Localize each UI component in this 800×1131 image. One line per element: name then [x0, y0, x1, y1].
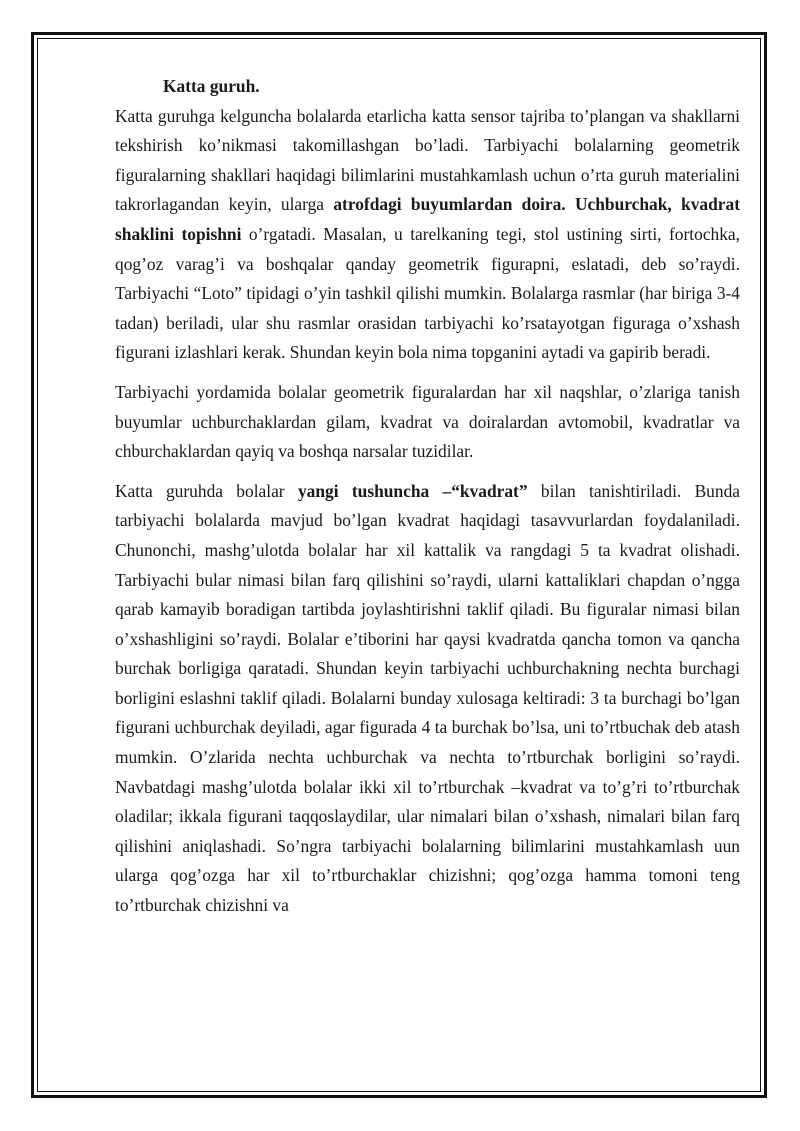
paragraph-3-text-end: bilan tanishtiriladi. Bunda tarbiyachi bolalarda mavjud bo’lgan kvadrat haqidagi tasavvurlardan foydalaniladi. Chunonchi, mashg’ulotda bolalar har xil kattalik va rangdagi 5 ta kvadrat olishadi. Tarbiyachi bular nimasi bilan farq qilishini so’raydi, ularni kattaliklari chapdan o’ngga qarab kamayib boradigan tartibda joylashtirishni taklif qiladi. Bu figuralar nimasi bilan o’xshashligini so’raydi. Bolalar e’tiborini har qaysi kvadratda qancha tomon va qancha burchak borligiga qaratadi. Shundan keyin tarbiyachi uchburchakning nechta burchagi borligini eslashni taklif qiladi. Bolalarni bunday xulosaga keltiradi: 3 ta burchagi bo’lgan figurani uchburchak deyiladi, agar figurada 4 ta burchak bo’lsa, uni to’rtbuchak deb atash mumkin. O’zlarida nechta uchburchak va nechta to’rtburchak borligini so’raydi. Navbatdagi mashg’ulotda bolalar ikki xil to’rtburchak –kvadrat va to’g’ri to’rtburchak oladilar; ikkala figurani taqqoslaydilar, ular nimalari bilan o’xshash, nimalari bilan farq qilishini aniqlashadi. So’ngra tarbiyachi bolalarning bilimlarini mustahkamlash uun ularga qog’ozga har xil to’rtburchaklar chizishni; qog’ozga hamma tomoni teng to’rtburchak chizishni va	[115, 480, 740, 916]
paragraph-2: Tarbiyachi yordamida bolalar geometrik figuralardan har xil naqshlar, o’zlariga tanish buyumlar uchburchaklardan gilam, kvadrat va doiralardan avtomobil, kvadratlar va chburchaklardan qayiq va boshqa narsalar tuzidilar.	[115, 381, 740, 462]
paragraph-3-text-start: Katta guruhda bolalar	[115, 480, 298, 501]
section-heading: Katta guruh.	[163, 76, 260, 96]
document-body	[115, 72, 740, 921]
paragraph-1-text-end: o’rgatadi. Masalan, u tarelkaning tegi, stol ustining sirti, fortochka, qog’oz varag’i va boshqalar qanday geometrik figurapni, eslatadi, deb so’raydi. Tarbiyachi “Loto” tipidagi o’yin tashkil qilishi mumkin. Bolalarga rasmlar (har biriga 3-4 tadan) beriladi, ular shu rasmlar orasidan tarbiyachi ko’rsatayotgan figuraga o’xshash figurani izlashlari kerak. Shundan keyin bola nima topganini aytadi va gapirib beradi.	[115, 223, 740, 363]
paragraph-3	[115, 477, 740, 921]
paragraph-1-bold-phrase: atrofdagi buyumlardan doira. Uchburchak, kvadrat shaklini topishni	[115, 194, 740, 244]
paragraph-3-bold-phrase: yangi tushuncha –“kvadrat”	[297, 480, 528, 501]
paragraph-1-text-start: Katta guruhga kelguncha bolalarda etarlicha katta sensor tajriba to’plangan va shakllarni tekshirish ko’nikmasi takomillashgan bo’ladi. Tarbiyachi bolalarning geometrik figuralarning shakllari haqidagi bilimlarini mustahkamlash uchun o’rta guruh materialini takrorlagandan keyin, ularga	[115, 105, 740, 215]
paragraph-1	[115, 102, 740, 368]
